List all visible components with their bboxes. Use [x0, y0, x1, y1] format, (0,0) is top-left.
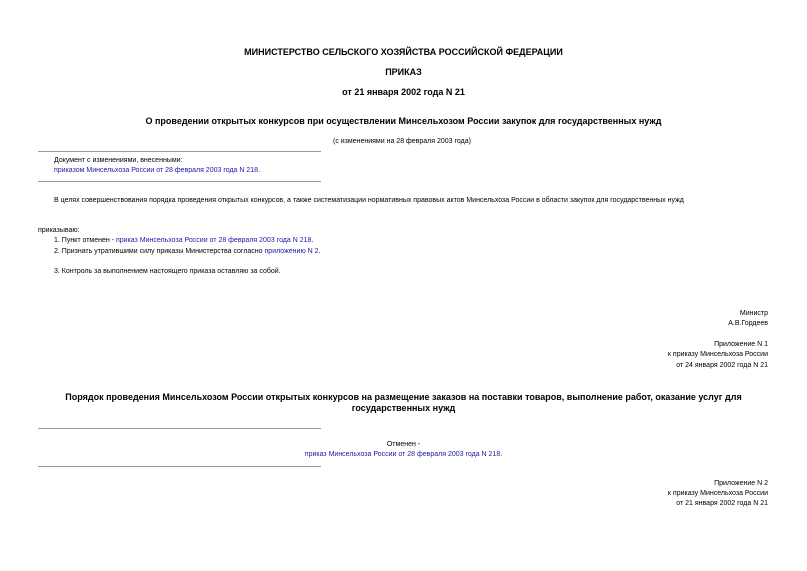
appendix2-line3: от 21 января 2002 года N 21	[676, 500, 768, 507]
item2-prefix: 2. Признать утратившими силу приказы Министерства согласно	[54, 248, 265, 255]
item1-link[interactable]: приказ Минсельхоза России от 28 февраля 2003 года N 218	[115, 237, 312, 244]
appendix2-line1: Приложение N 2	[714, 480, 768, 487]
intro-paragraph: В целях совершенствования порядка проведения открытых конкурсов, а также систематизации нормативных правовых актов Минсельхоза России в области закупок для государственных нужд	[54, 197, 684, 204]
order-item-1	[54, 236, 313, 245]
item2-link[interactable]: приложению N 2	[264, 248, 319, 255]
cancelled-box-bottom-rule	[38, 466, 321, 467]
document-title: О проведении открытых конкурсов при осуществлении Минсельхозом России закупок для государственных нужд	[145, 116, 662, 126]
item2-suffix: .	[318, 248, 321, 255]
cancelled-link[interactable]: приказ Минсельхоза России от 28 февраля 2003 года N 218	[304, 451, 501, 458]
signature-name: А.В.Гордеев	[728, 320, 768, 327]
cancelled-box-top-rule	[38, 428, 321, 429]
order-word: приказываю:	[38, 227, 80, 234]
ministry-heading: МИНИСТЕРСТВО СЕЛЬСКОГО ХОЗЯЙСТВА РОССИЙСКОЙ ФЕДЕРАЦИИ	[244, 47, 563, 57]
cancelled-link-suffix: .	[500, 451, 503, 458]
changes-box-top-rule	[38, 151, 321, 152]
appendix1-title-line1: Порядок проведения Минсельхозом России открытых конкурсов на размещение заказов на поставки товаров, выполнение работ, оказание услуг для	[65, 392, 742, 402]
appendix1-line1: Приложение N 1	[714, 341, 768, 348]
cancelled-line	[0, 450, 807, 459]
order-item-3: 3. Контроль за выполнением настоящего приказа оставляю за собой.	[54, 268, 281, 275]
changes-label: Документ с изменениями, внесенными:	[54, 157, 183, 164]
cancelled-label: Отменен -	[386, 441, 421, 448]
appendix2-line2: к приказу Минсельхоза России	[667, 490, 768, 497]
appendix1-line2: к приказу Минсельхоза России	[667, 351, 768, 358]
appendix1-title-line2: государственных нужд	[351, 403, 456, 413]
document-date: от 21 января 2002 года N 21	[342, 87, 465, 97]
item1-suffix: .	[311, 237, 314, 244]
appendix1-line3: от 24 января 2002 года N 21	[676, 362, 768, 369]
changes-line	[54, 166, 260, 175]
signature-position: Министр	[739, 310, 768, 317]
document-type: ПРИКАЗ	[385, 67, 422, 77]
order-item-2	[54, 247, 320, 256]
item1-prefix: 1. Пункт отменен -	[54, 237, 116, 244]
changes-box-bottom-rule	[38, 181, 321, 182]
amendment-note: (с изменениями на 28 февраля 2003 года)	[333, 138, 471, 145]
changes-link-suffix: .	[258, 167, 261, 174]
changes-link[interactable]: приказом Минсельхоза России от 28 февраля 2003 года N 218	[54, 167, 259, 174]
